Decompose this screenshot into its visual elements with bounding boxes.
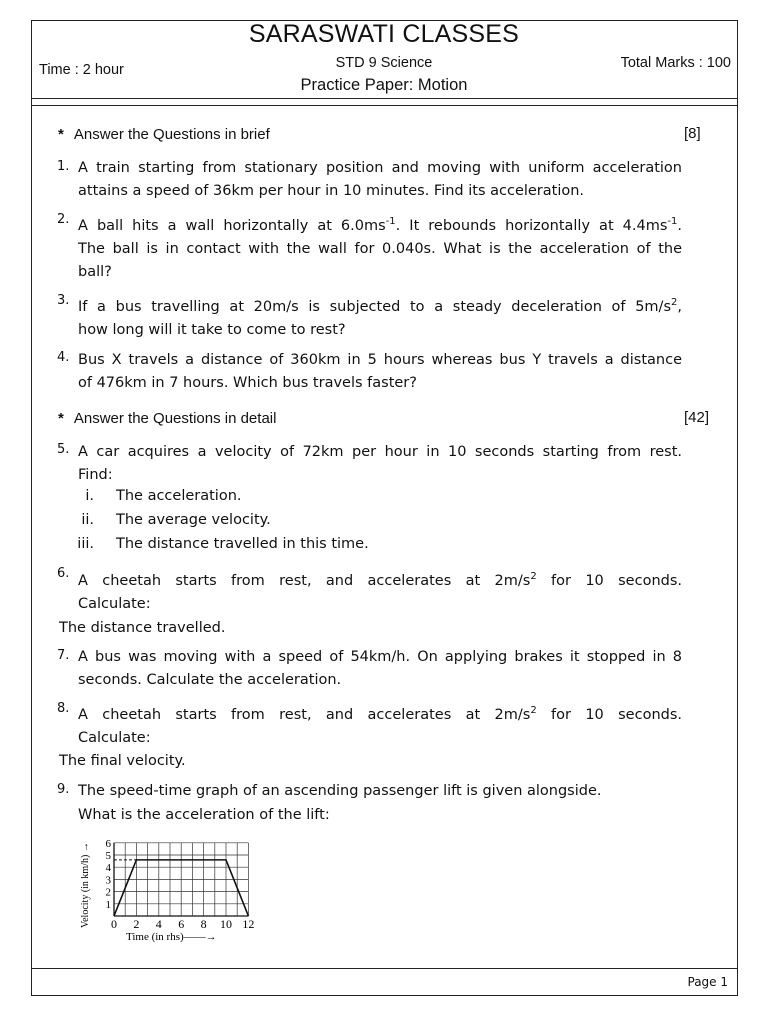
question-line: Calculate: — [78, 596, 151, 612]
question-number: 2. — [57, 212, 70, 227]
list-item: The average velocity. — [116, 512, 271, 528]
list-marker: ii. — [81, 512, 94, 528]
list-marker: i. — [85, 488, 94, 504]
question-line: attains a speed of 36km per hour in 10 minutes. Find its acceleration. — [78, 183, 585, 199]
question-number: 5. — [57, 442, 70, 457]
x-tick-label: 12 — [242, 917, 255, 931]
question-line: of 476km in 7 hours. Which bus travels faster? — [78, 375, 417, 391]
list-item: The distance travelled in this time. — [116, 536, 369, 552]
y-axis-label: Velocity (in km/h) → — [80, 842, 91, 928]
paper-title: Practice Paper: Motion — [300, 76, 468, 94]
question-line: If a bus travelling at 20m/s is subjected to a steady deceleration of $5m/s^2$, — [78, 297, 682, 315]
question-line: Bus X travels a distance of 360km in 5 hours whereas bus Y travels a distance — [78, 352, 682, 368]
x-tick-label: 2 — [133, 917, 140, 931]
question-number: 7. — [57, 648, 70, 663]
question-line: A car acquires a velocity of 72km per hour in 10 seconds starting from rest. — [78, 444, 682, 460]
question-line: seconds. Calculate the acceleration. — [78, 672, 342, 688]
question-line: A cheetah starts from rest, and accelerates at $2m/s^2$ for 10 seconds. — [78, 571, 682, 589]
bullet-star-icon: * — [58, 410, 64, 427]
bullet-star-icon: * — [58, 126, 64, 143]
institute-title: SARASWATI CLASSES — [248, 20, 520, 48]
x-tick-label: 4 — [155, 917, 162, 931]
y-tick-label: 6 — [105, 837, 111, 850]
list-item: The acceleration. — [116, 488, 242, 504]
y-tick-label: 1 — [105, 898, 111, 911]
section-marks: [8] — [684, 125, 701, 142]
y-tick-label: 2 — [105, 886, 111, 899]
question-line: A ball hits a wall horizontally at $6.0ms^{-1}$. It rebounds horizontally at $4.4ms^{-1}$. — [78, 216, 682, 234]
question-line: A train starting from stationary position and moving with uniform acceleration — [78, 160, 682, 176]
question-line: What is the acceleration of the lift: — [78, 807, 330, 823]
question-number: 8. — [57, 701, 70, 716]
question-line: The ball is in contact with the wall for 0.040s. What is the acceleration of the — [78, 241, 682, 257]
section-title: Answer the Questions in detail — [73, 410, 277, 427]
exam-time: Time : 2 hour — [39, 62, 124, 78]
total-marks: Total Marks : 100 — [620, 55, 731, 71]
question-line: ball? — [78, 264, 112, 280]
section-heading-brief — [58, 126, 270, 143]
question-line: Find: — [78, 467, 113, 483]
question-line: A bus was moving with a speed of 54km/h. On applying brakes it stopped in 8 — [78, 649, 682, 665]
header-divider-bottom — [31, 105, 738, 106]
question-number: 9. — [57, 782, 70, 797]
section-marks: [42] — [684, 409, 710, 426]
standard-subject: STD 9 Science — [335, 55, 433, 71]
section-heading-detail — [58, 410, 276, 427]
x-tick-label: 8 — [200, 917, 207, 931]
page-number: Page 1 — [687, 975, 728, 989]
question-line: The speed-time graph of an ascending passenger lift is given alongside. — [78, 783, 602, 799]
graph-grid — [114, 843, 248, 916]
speed-time-graph — [74, 828, 264, 946]
x-axis-label: Time (in rhs)——→ — [126, 931, 217, 943]
question-number: 3. — [57, 293, 70, 308]
header-divider-top — [31, 98, 738, 99]
list-marker: iii. — [77, 536, 94, 552]
question-line: Calculate: — [78, 730, 151, 746]
y-tick-label: 4 — [105, 862, 111, 875]
question-line: how long will it take to come to rest? — [78, 322, 346, 338]
question-line: The distance travelled. — [59, 620, 226, 636]
question-number: 4. — [57, 350, 70, 365]
x-tick-label: 10 — [220, 917, 232, 931]
y-tick-label: 3 — [105, 874, 111, 887]
footer-divider — [31, 968, 738, 969]
question-number: 1. — [57, 159, 70, 174]
question-number: 6. — [57, 566, 70, 581]
y-tick-label: 5 — [105, 850, 111, 862]
question-line: The final velocity. — [59, 753, 186, 769]
x-tick-label: 6 — [178, 917, 185, 931]
x-tick-label: 0 — [111, 917, 117, 931]
section-title: Answer the Questions in brief — [73, 126, 270, 143]
graph-ticks — [106, 838, 255, 931]
question-line: A cheetah starts from rest, and accelerates at $2m/s^2$ for 10 seconds. — [78, 705, 682, 723]
